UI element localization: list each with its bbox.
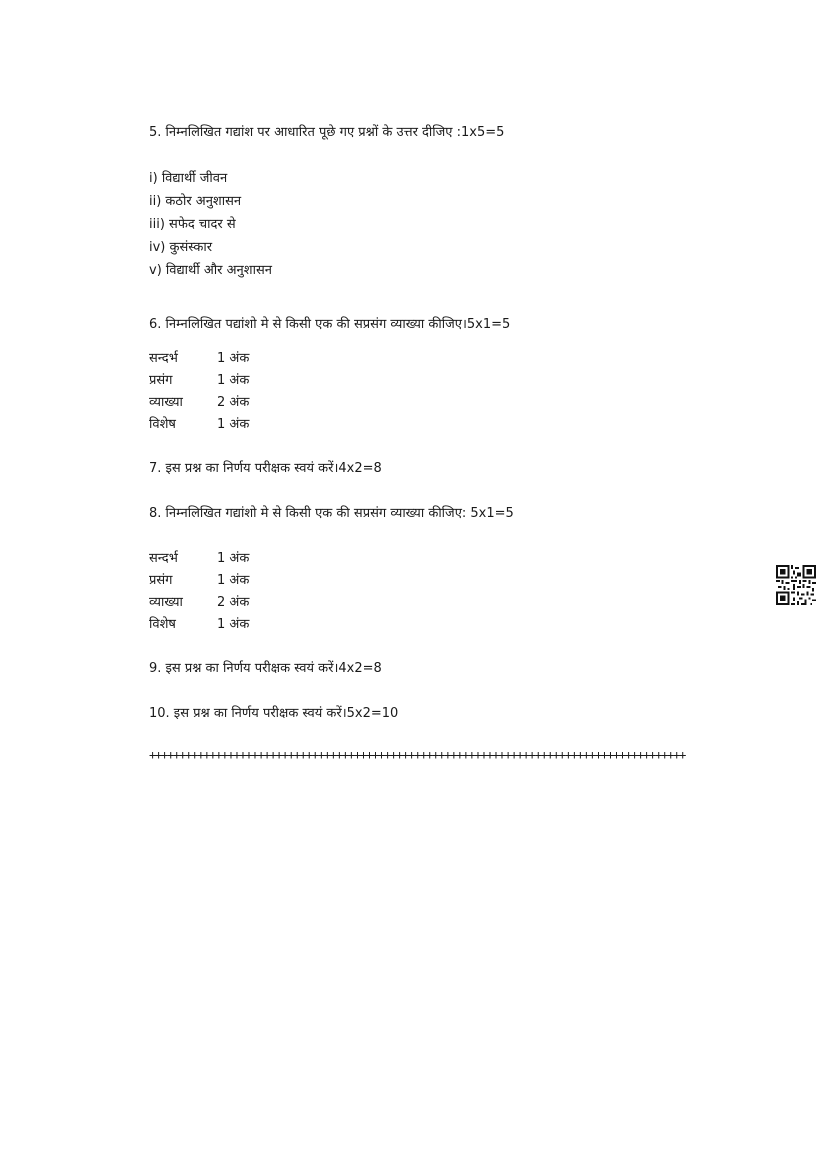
mark-label: विशेष — [149, 417, 176, 432]
q6-mark-row — [149, 372, 249, 390]
q7-text: 7. इस प्रश्न का निर्णय परीक्षक स्वयं करें।4x2=8 — [149, 461, 382, 476]
qr-code-icon — [776, 565, 816, 605]
mark-value: 2 अंक — [217, 395, 250, 410]
q5-answer-1: i) विद्यार्थी जीवन — [149, 171, 228, 186]
q8-mark-row — [149, 616, 249, 634]
q8-heading: 8. निम्नलिखित गद्यांशो मे से किसी एक की सप्रसंग व्याख्या कीजिए: 5x1=5 — [149, 506, 514, 521]
mark-label: विशेष — [149, 617, 176, 632]
q6-mark-row — [149, 416, 249, 434]
mark-value: 1 अंक — [217, 551, 250, 566]
q6-mark-row — [149, 394, 249, 412]
q8-mark-row — [149, 594, 249, 612]
q6-heading: 6. निम्नलिखित पद्यांशो मे से किसी एक की सप्रसंग व्याख्या कीजिए।5x1=5 — [149, 317, 511, 332]
mark-label: प्रसंग — [149, 573, 173, 588]
mark-label: सन्दर्भ — [149, 551, 178, 566]
mark-value: 1 अंक — [217, 417, 250, 432]
q5-answer-5: v) विद्यार्थी और अनुशासन — [149, 263, 272, 278]
q6-mark-row — [149, 350, 249, 368]
mark-label: व्याख्या — [149, 595, 183, 610]
mark-value: 2 अंक — [217, 595, 250, 610]
q10-text: 10. इस प्रश्न का निर्णय परीक्षक स्वयं करें।5x2=10 — [149, 706, 399, 721]
q5-answer-4: iv) कुसंस्कार — [149, 240, 213, 255]
q8-mark-row — [149, 550, 249, 568]
mark-label: प्रसंग — [149, 373, 173, 388]
mark-label: सन्दर्भ — [149, 351, 178, 366]
q5-heading: 5. निम्नलिखित गद्यांश पर आधारित पूछे गए प्रश्नों के उत्तर दीजिए :1x5=5 — [149, 125, 505, 140]
q9-text: 9. इस प्रश्न का निर्णय परीक्षक स्वयं करें।4x2=8 — [149, 661, 382, 676]
q5-answer-2: ii) कठोर अनुशासन — [149, 194, 242, 209]
separator-line: +++++++++++++++++++++++++++++++++++++++++++++++++++++++++++++++++++++++++++++++++++++++++ — [149, 748, 686, 762]
mark-value: 1 अंक — [217, 617, 250, 632]
q5-answer-3: iii) सफेद चादर से — [149, 217, 236, 232]
mark-value: 1 अंक — [217, 373, 250, 388]
mark-value: 1 अंक — [217, 351, 250, 366]
q8-mark-row — [149, 572, 249, 590]
mark-label: व्याख्या — [149, 395, 183, 410]
mark-value: 1 अंक — [217, 573, 250, 588]
